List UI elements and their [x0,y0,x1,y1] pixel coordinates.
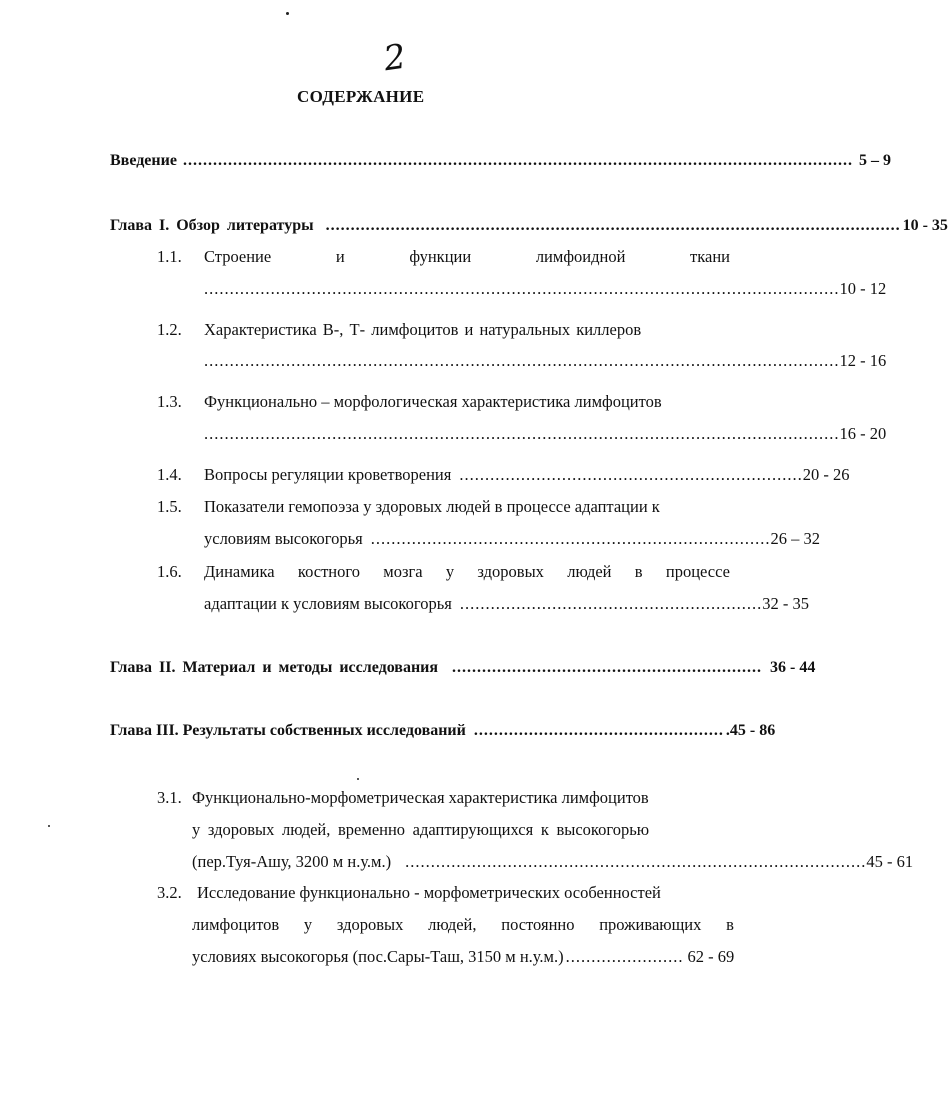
word: постоянно [501,915,575,934]
toc-entry-1-3-pages [204,424,887,444]
toc-entry-pages: 16 - 20 [839,424,887,443]
section-title [204,247,730,267]
section-title [204,562,730,582]
dot-leader: ........................................................... [459,594,763,613]
toc-entry-pages: 10 - 35 [902,217,948,234]
toc-entry-label: Глава I. Обзор литературы [110,217,314,234]
toc-entry-1-2-pages [204,351,887,371]
dot-leader: ................................................................... [459,465,803,484]
toc-entry-pages: 5 – 9 [858,152,891,169]
section-title-cont: адаптации к условиям высокогорья [204,594,452,613]
dot-leader: ...................................................................................................................................... [182,152,853,169]
section-number: 1.5. [157,497,182,516]
dot-leader: .................................................. [473,722,724,739]
toc-entry-pages: 36 - 44 [770,659,816,676]
toc-entry-1-6-pages [204,594,809,614]
word: у [303,915,313,934]
handwritten-page-number: 2 [381,36,409,80]
toc-entry-3-2-pages [192,947,735,967]
page-title: СОДЕРЖАНИЕ [297,87,425,106]
toc-entry-pages: 32 - 35 [762,594,809,613]
section-number: 1.2. [157,320,182,339]
toc-entry-pages: 10 - 12 [839,279,887,298]
toc-entry-pages: .45 - 86 [725,722,776,739]
section-title: Характеристика В-, Т- лимфоцитов и натуральных киллеров [204,320,642,339]
dot-leader: ............................................................................................................................ [204,424,840,443]
toc-entry-pages: 20 - 26 [802,465,850,484]
word: и [335,247,345,266]
word: функции [409,247,472,266]
toc-entry-chapter-1 [110,217,948,235]
section-number: 3.1. [157,788,182,807]
dot-leader: .......................................................................................... [405,852,867,871]
section-number: 1.3. [157,392,182,411]
section-number: 1.6. [157,562,182,581]
word: Строение [204,247,272,266]
word: в [634,562,643,581]
word: процессе [665,562,730,581]
section-title: Исследование функционально - морфометрических особенностей [197,883,661,902]
toc-entry-chapter-2 [110,659,816,677]
toc-entry-1-4 [204,465,850,485]
section-title-cont: (пер.Туя-Ашу, 3200 м н.у.м.) [192,852,392,871]
section-number: 1.1. [157,247,182,266]
section-number: 1.4. [157,465,182,484]
toc-entry-pages: 45 - 61 [866,852,914,871]
word: проживающих [599,915,702,934]
dot-leader: ............................................................................................................................ [204,279,840,298]
scan-speck-top [286,12,289,15]
toc-entry-pages: 26 – 32 [770,529,820,548]
toc-entry-pages: 62 - 69 [687,947,735,966]
toc-entry-label: Введение [110,152,177,169]
word: людей [567,562,612,581]
toc-entry-chapter-3 [110,722,776,740]
section-number: 3.2. [157,883,182,902]
toc-entry-label: Глава II. Материал и методы исследования [110,659,439,676]
dot-leader: .............................................................. [452,659,763,676]
section-title: Функционально-морфометрическая характеристика лимфоцитов [192,788,649,807]
word: лимфоцитов [192,915,280,934]
scan-speck-left [48,825,50,827]
toc-entry-3-1-pages [192,852,914,872]
toc-entry-intro [110,152,891,170]
word: здоровых [477,562,544,581]
word: здоровых [336,915,404,934]
toc-entry-1-1-pages [204,279,887,299]
dot-leader: ............................................................................................................................ [204,351,840,370]
toc-entry-pages: 12 - 16 [839,351,887,370]
section-title-cont [192,915,734,935]
word: лимфоидной [535,247,626,266]
dot-leader: ....................... [565,947,684,966]
section-title-cont: условиям высокогорья [204,529,363,548]
toc-entry-label: Глава III. Результаты собственных исследований [110,722,466,739]
dot-leader: .............................................................................. [370,529,771,548]
word: у [445,562,455,581]
dot-leader: ................................................................................................................... [325,217,901,234]
word: ткани [690,247,730,266]
section-title: Вопросы регуляции кроветворения [204,465,452,484]
section-title-cont: у здоровых людей, временно адаптирующихся к высокогорью [192,820,650,839]
word: мозга [383,562,423,581]
word: людей, [428,915,477,934]
section-title: Показатели гемопоэза у здоровых людей в процессе адаптации к [204,497,660,516]
word: Динамика [204,562,275,581]
word: костного [297,562,360,581]
scan-speck-mid [357,778,359,780]
toc-entry-1-5-pages [204,529,820,549]
section-title: Функционально – морфологическая характеристика лимфоцитов [204,392,662,411]
section-title-cont: условиях высокогорья (пос.Сары-Таш, 3150 м н.у.м.) [192,947,564,966]
word: в [726,915,734,934]
